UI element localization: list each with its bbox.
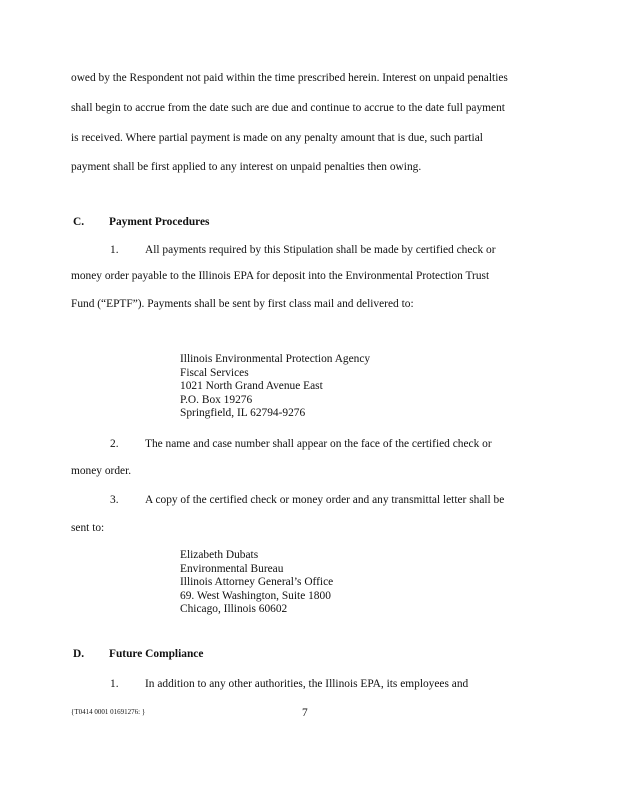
address-line: Springfield, IL 62794-9276 bbox=[180, 407, 306, 419]
address-line: P.O. Box 19276 bbox=[180, 393, 253, 406]
address-line: Fiscal Services bbox=[180, 366, 249, 379]
paragraph-line: shall begin to accrue from the date such are due and continue to accrue to the date full payment bbox=[71, 102, 505, 114]
section-c-title: Payment Procedures bbox=[109, 216, 210, 228]
address-line: 1021 North Grand Avenue East bbox=[180, 380, 323, 392]
paragraph-line: A copy of the certified check or money order and any transmittal letter shall be bbox=[145, 494, 505, 506]
paragraph-line: sent to: bbox=[71, 522, 105, 534]
paragraph-line: In addition to any other authorities, the Illinois EPA, its employees and bbox=[145, 678, 469, 690]
mailing-address-epa bbox=[180, 353, 370, 421]
section-c-letter: C. bbox=[73, 216, 85, 228]
item-number: 1. bbox=[110, 244, 119, 256]
mailing-address-attorney-general bbox=[180, 549, 333, 617]
paragraph-line: The name and case number shall appear on the face of the certified check or bbox=[145, 438, 492, 450]
paragraph-line: money order. bbox=[71, 465, 132, 477]
page-number: 7 bbox=[302, 707, 308, 719]
paragraph-line: All payments required by this Stipulation shall be made by certified check or bbox=[145, 244, 496, 256]
address-line: Illinois Environmental Protection Agency bbox=[180, 353, 371, 365]
address-line: Environmental Bureau bbox=[180, 562, 284, 575]
paragraph-line: is received. Where partial payment is made on any penalty amount that is due, such partial bbox=[71, 132, 483, 144]
item-number: 3. bbox=[110, 494, 119, 506]
paragraph-line: owed by the Respondent not paid within the time prescribed herein. Interest on unpaid penalties bbox=[71, 72, 508, 84]
section-d-letter: D. bbox=[73, 648, 85, 660]
paragraph-line: money order payable to the Illinois EPA for deposit into the Environmental Protection Trust bbox=[71, 270, 490, 282]
paragraph-line: Fund (“EPTF”). Payments shall be sent by first class mail and delivered to: bbox=[71, 298, 414, 310]
address-line: Illinois Attorney General’s Office bbox=[180, 576, 334, 588]
document-id: {T0414 0001 01691276: } bbox=[71, 708, 146, 716]
address-line: 69. West Washington, Suite 1800 bbox=[180, 589, 331, 602]
item-number: 2. bbox=[110, 438, 119, 450]
address-line: Elizabeth Dubats bbox=[180, 549, 259, 561]
address-line: Chicago, Illinois 60602 bbox=[180, 603, 288, 615]
paragraph-line: payment shall be first applied to any interest on unpaid penalties then owing. bbox=[71, 161, 422, 173]
section-d-title: Future Compliance bbox=[109, 648, 204, 660]
item-number: 1. bbox=[110, 678, 119, 690]
